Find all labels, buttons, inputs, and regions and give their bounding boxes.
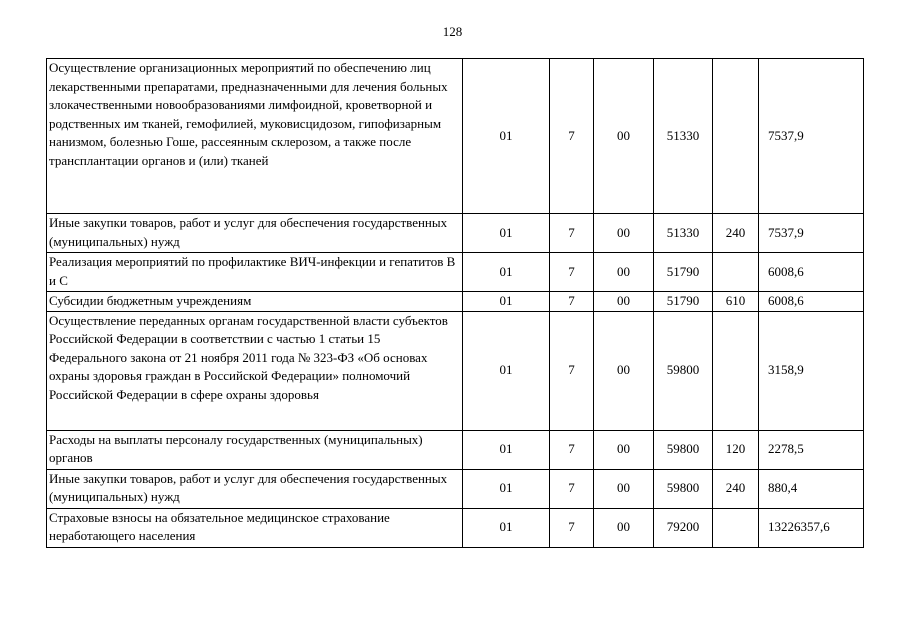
row-code-3: 00	[594, 508, 654, 547]
row-code-3: 00	[594, 430, 654, 469]
row-code-3: 00	[594, 292, 654, 312]
row-code-4: 51790	[654, 253, 713, 292]
row-code-4: 59800	[654, 311, 713, 430]
row-code-2: 7	[550, 59, 594, 214]
row-expense-type	[713, 508, 759, 547]
table-row	[47, 253, 864, 292]
row-code-3: 00	[594, 253, 654, 292]
row-code-4: 59800	[654, 469, 713, 508]
row-amount: 6008,6	[759, 253, 864, 292]
row-code-4: 51790	[654, 292, 713, 312]
row-description: Страховые взносы на обязательное медицинское страхование неработающего населения	[47, 508, 463, 547]
row-code-4: 59800	[654, 430, 713, 469]
row-code-1: 01	[463, 311, 550, 430]
table-row	[47, 292, 864, 312]
row-amount: 7537,9	[759, 59, 864, 214]
row-code-4: 51330	[654, 214, 713, 253]
row-amount: 880,4	[759, 469, 864, 508]
table-row	[47, 214, 864, 253]
row-code-2: 7	[550, 311, 594, 430]
table-row	[47, 508, 864, 547]
row-description: Расходы на выплаты персоналу государственных (муниципальных) органов	[47, 430, 463, 469]
row-code-2: 7	[550, 508, 594, 547]
row-code-1: 01	[463, 508, 550, 547]
row-amount: 2278,5	[759, 430, 864, 469]
row-expense-type: 610	[713, 292, 759, 312]
row-code-1: 01	[463, 469, 550, 508]
row-expense-type	[713, 59, 759, 214]
row-expense-type: 240	[713, 469, 759, 508]
row-description: Реализация мероприятий по профилактике ВИЧ-инфекции и гепатитов В и С	[47, 253, 463, 292]
row-expense-type: 240	[713, 214, 759, 253]
row-code-2: 7	[550, 253, 594, 292]
row-expense-type	[713, 253, 759, 292]
row-amount: 3158,9	[759, 311, 864, 430]
row-code-1: 01	[463, 253, 550, 292]
row-code-2: 7	[550, 214, 594, 253]
row-code-4: 79200	[654, 508, 713, 547]
row-description: Субсидии бюджетным учреждениям	[47, 292, 463, 312]
table-row	[47, 430, 864, 469]
row-description: Осуществление организационных мероприятий по обеспечению лиц лекарственными препаратами, предназначенными для лечения больных злокачественными новообразованиями лимфоидной, кроветворной и родственных им тканей, гемофилией, муковисцидозом, гипофизарным нанизмом, болезнью Гоше, рассеянным склерозом, а также после трансплантации органов и (или) тканей	[47, 59, 463, 214]
row-amount: 7537,9	[759, 214, 864, 253]
page-number: 128	[442, 24, 463, 39]
row-description: Иные закупки товаров, работ и услуг для обеспечения государственных (муниципальных) нужд	[47, 469, 463, 508]
row-description: Иные закупки товаров, работ и услуг для обеспечения государственных (муниципальных) нужд	[47, 214, 463, 253]
table-row	[47, 469, 864, 508]
row-code-2: 7	[550, 469, 594, 508]
row-code-3: 00	[594, 469, 654, 508]
row-code-1: 01	[463, 430, 550, 469]
row-amount: 6008,6	[759, 292, 864, 312]
budget-table	[46, 58, 864, 548]
row-code-2: 7	[550, 292, 594, 312]
row-amount: 13226357,6	[759, 508, 864, 547]
row-code-1: 01	[463, 214, 550, 253]
table-row	[47, 311, 864, 430]
row-code-2: 7	[550, 430, 594, 469]
row-code-1: 01	[463, 59, 550, 214]
table-row	[47, 59, 864, 214]
row-expense-type: 120	[713, 430, 759, 469]
row-description: Осуществление переданных органам государственной власти субъектов Российской Федерации в соответствии с частью 1 статьи 15 Федерального закона от 21 ноября 2011 года № 323-ФЗ «Об основах охраны здоровья граждан в Российской Федерации» полномочий Российской Федерации в сфере охраны здоровья	[47, 311, 463, 430]
row-code-3: 00	[594, 311, 654, 430]
row-expense-type	[713, 311, 759, 430]
row-code-1: 01	[463, 292, 550, 312]
row-code-3: 00	[594, 214, 654, 253]
row-code-4: 51330	[654, 59, 713, 214]
row-code-3: 00	[594, 59, 654, 214]
